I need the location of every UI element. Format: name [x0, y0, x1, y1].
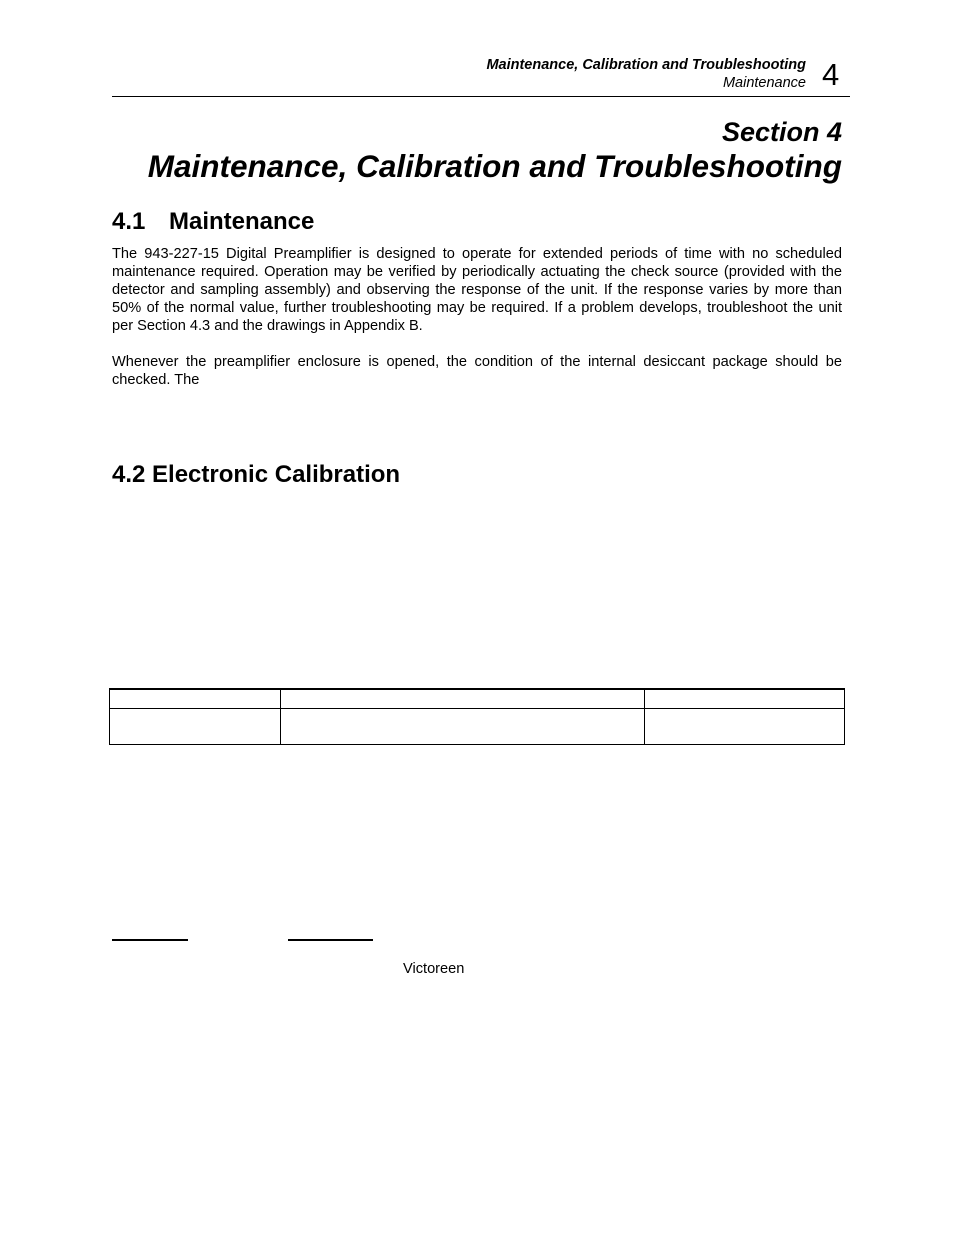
table-cell	[110, 709, 281, 745]
heading-number: 4.1	[112, 208, 146, 235]
heading-text: Maintenance	[169, 208, 315, 235]
section-title: Maintenance, Calibration and Troubleshooting	[147, 148, 842, 184]
footer-text: Victoreen	[403, 961, 465, 977]
maintenance-paragraph-2: Whenever the preamplifier enclosure is opened, the condition of the internal desiccant package should be checked. The	[112, 354, 842, 388]
maintenance-paragraph-1: The 943-227-15 Digital Preamplifier is designed to operate for extended periods of time with no scheduled maintenance required. Operation may be verified by periodically actuating the check source (provided with the detector and sampling assembly) and observing the response of the unit. If the response varies by more than 50% of the normal value, further troubleshooting may be required. If a problem develops, troubleshoot the unit per Section 4.3 and the drawings in Appendix B.	[112, 246, 842, 334]
underline-rule	[112, 939, 188, 941]
table-cell	[280, 689, 645, 709]
header-rule	[112, 96, 850, 97]
calibration-table	[109, 688, 845, 745]
section-label: Section 4	[721, 117, 842, 147]
table-row	[110, 709, 845, 745]
table-cell	[280, 709, 645, 745]
table-row	[110, 689, 845, 709]
running-header-subtitle: Maintenance	[722, 75, 806, 91]
underline-rule	[288, 939, 373, 941]
table-cell	[645, 689, 845, 709]
chapter-number: 4	[822, 57, 840, 92]
heading-maintenance	[112, 208, 314, 236]
table-cell	[110, 689, 281, 709]
heading-electronic-calibration: 4.2 Electronic Calibration	[112, 461, 401, 488]
running-header-title: Maintenance, Calibration and Troubleshooting	[486, 57, 806, 73]
table-cell	[645, 709, 845, 745]
